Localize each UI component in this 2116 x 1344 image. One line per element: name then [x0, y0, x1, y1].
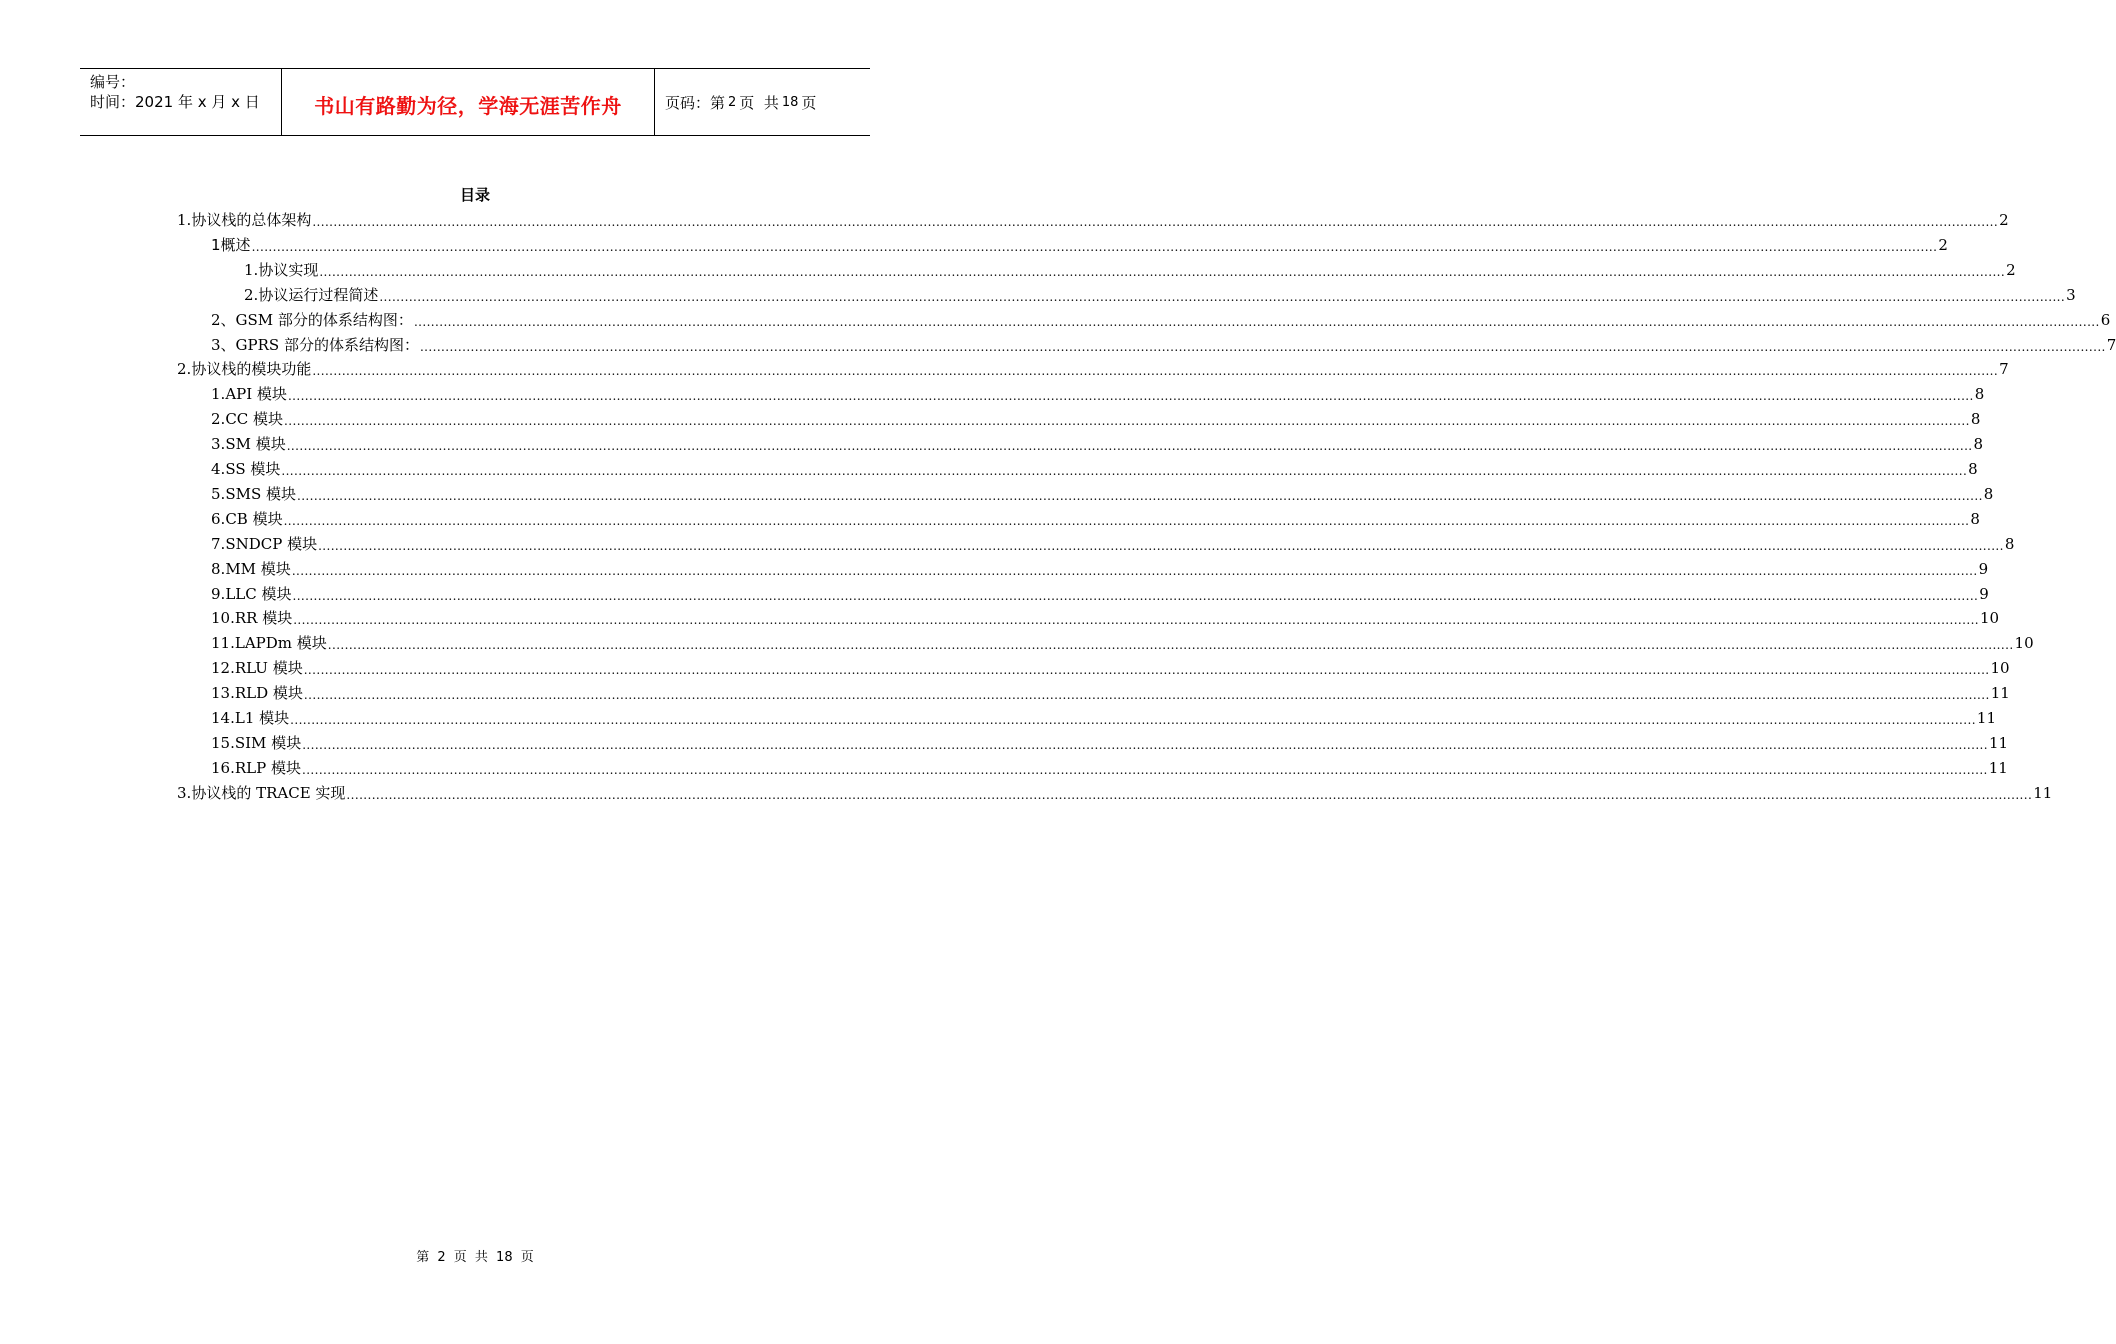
toc-entry-page: 8	[1973, 435, 1984, 454]
toc-leader-dots: ................................................................................................................................................................................................................................................................................................................................................................................................................	[251, 239, 1938, 254]
toc-entry-number: 15.	[211, 733, 235, 752]
toc-leader-dots: ................................................................................................................................................................................................................................................................................................................................................................................................................	[303, 663, 1990, 678]
toc-entry-number: 3.	[177, 783, 192, 802]
toc-entry[interactable]	[211, 382, 1985, 406]
toc-entry-page: 7	[1999, 360, 2009, 379]
time-label: 时间：2021 年 x 月 x 日	[90, 93, 260, 111]
toc-entry[interactable]	[177, 208, 2009, 232]
toc-entry-number: 10.	[211, 609, 235, 628]
toc-entry-number: 3.	[211, 435, 226, 454]
toc-leader-dots: ................................................................................................................................................................................................................................................................................................................................................................................................................	[283, 513, 1970, 528]
toc-entry-text: 协议运行过程简述	[258, 285, 379, 304]
toc-entry-text: 3、GPRS 部分的体系结构图：	[211, 335, 419, 354]
toc-entry-page: 11	[2033, 783, 2053, 802]
toc-entry-number: 13.	[211, 684, 235, 703]
toc-entry[interactable]	[211, 407, 1981, 431]
header-motto-cell	[282, 69, 655, 135]
toc-entry[interactable]	[211, 756, 2008, 780]
toc-entry-page: 8	[1970, 509, 1980, 528]
toc-entry-page: 11	[1988, 733, 2009, 752]
toc-entry-text: 协议栈的 TRACE 实现	[191, 783, 346, 802]
toc-leader-dots: ................................................................................................................................................................................................................................................................................................................................................................................................................	[293, 613, 1979, 628]
page-num: 2	[728, 94, 737, 110]
toc-entry[interactable]	[211, 606, 2000, 630]
toc-entry-page: 2	[2006, 260, 2016, 279]
toc-entry-page: 8	[1974, 385, 1985, 404]
toc-entry-number: 6.	[211, 509, 226, 528]
header-meta	[80, 69, 282, 135]
toc-entry-text: L1 模块	[234, 709, 290, 727]
toc-entry-text: SIM 模块	[234, 733, 302, 752]
toc-entry-page: 7	[2106, 335, 2116, 354]
toc-entry-page: 6	[2100, 310, 2111, 329]
toc-entry[interactable]	[211, 731, 2009, 755]
toc-entry[interactable]	[211, 457, 1978, 481]
toc-leader-dots: ................................................................................................................................................................................................................................................................................................................................................................................................................	[297, 488, 1983, 503]
toc-leader-dots: ................................................................................................................................................................................................................................................................................................................................................................................................................	[286, 439, 1973, 454]
toc-entry-number: 2.	[244, 285, 259, 304]
toc-entry[interactable]	[211, 308, 2111, 332]
toc-leader-dots: ................................................................................................................................................................................................................................................................................................................................................................................................................	[303, 688, 1990, 703]
toc-leader-dots: ................................................................................................................................................................................................................................................................................................................................................................................................................	[419, 339, 2106, 354]
toc-entry-text: 概述	[220, 235, 251, 254]
toc-entry-page: 10	[1990, 659, 2010, 678]
toc-entry-number: 1.	[244, 260, 259, 279]
toc-leader-dots: ................................................................................................................................................................................................................................................................................................................................................................................................................	[290, 713, 1976, 727]
toc-leader-dots: ................................................................................................................................................................................................................................................................................................................................................................................................................	[319, 264, 2006, 279]
toc-entry[interactable]	[211, 656, 2010, 680]
toc-entry[interactable]	[244, 258, 2016, 282]
toc-entry-text: 协议栈的总体架构	[191, 211, 312, 229]
toc-entry-text: LAPDm 模块	[234, 634, 327, 653]
toc-leader-dots: ................................................................................................................................................................................................................................................................................................................................................................................................................	[281, 464, 1968, 478]
toc-entry-number: 7.	[211, 534, 226, 553]
toc-leader-dots: ................................................................................................................................................................................................................................................................................................................................................................................................................	[413, 314, 2100, 329]
toc-entry[interactable]	[211, 706, 1997, 730]
toc-leader-dots: ................................................................................................................................................................................................................................................................................................................................................................................................................	[302, 737, 1988, 752]
toc-entry-text: SS 模块	[225, 460, 281, 478]
toc-entry-number: 4.	[211, 460, 226, 478]
toc-entry[interactable]	[211, 631, 2034, 655]
toc-entry-number: 2.	[177, 360, 192, 379]
toc-entry-text: RLP 模块	[234, 758, 301, 777]
toc-entry-page: 8	[1968, 460, 1978, 478]
toc-entry[interactable]	[211, 432, 1984, 456]
toc-entry-page: 9	[1978, 559, 1989, 578]
page-header	[80, 68, 870, 136]
toc-entry[interactable]	[211, 557, 1989, 581]
toc-leader-dots: ................................................................................................................................................................................................................................................................................................................................................................................................................	[312, 364, 1999, 379]
toc-entry-page: 8	[1970, 410, 1981, 429]
header-page-cell	[655, 69, 870, 135]
toc-entry-text: 协议实现	[258, 260, 319, 279]
toc-entry-text: SMS 模块	[225, 484, 296, 503]
toc-entry-page: 3	[2066, 285, 2076, 304]
toc-title: 目录	[459, 186, 490, 204]
page-suffix: 页	[801, 93, 817, 112]
motto: 书山有路勤为径，学海无涯苦作舟	[314, 93, 622, 118]
toc-entry[interactable]	[177, 781, 2053, 805]
toc-entry-number: 11.	[211, 634, 235, 653]
toc-entry[interactable]	[244, 283, 2076, 307]
toc-leader-dots: ................................................................................................................................................................................................................................................................................................................................................................................................................	[346, 787, 2033, 802]
toc-entry-page: 11	[1990, 684, 2010, 703]
toc-entry-text: RLU 模块	[234, 659, 303, 678]
toc-entry-text: API 模块	[225, 385, 287, 404]
toc-entry-page: 2	[1938, 235, 1948, 254]
toc-entry-page: 11	[1976, 709, 1997, 727]
page-mid: 页 共	[739, 93, 779, 112]
toc-entry-number: 5.	[211, 484, 226, 503]
toc-entry[interactable]	[211, 582, 1989, 606]
toc-entry-text: CC 模块	[225, 410, 284, 429]
toc-entry-text: MM 模块	[225, 559, 291, 578]
toc-entry[interactable]	[211, 532, 2015, 556]
code-label: 编号：	[90, 73, 136, 91]
toc-entry-number: 12.	[211, 659, 235, 678]
toc-entry[interactable]	[211, 507, 1980, 531]
toc-entry-page: 8	[1983, 484, 1994, 503]
toc-entry[interactable]	[211, 333, 2116, 357]
toc-leader-dots: ................................................................................................................................................................................................................................................................................................................................................................................................................	[327, 638, 2014, 653]
toc-entry-page: 2	[1999, 211, 2009, 229]
toc-entry-number: 8.	[211, 559, 226, 578]
toc-entry-number: 2.	[211, 410, 226, 429]
toc-entry[interactable]	[177, 357, 2009, 381]
toc-entry-page: 8	[2004, 534, 2015, 553]
toc-leader-dots: ................................................................................................................................................................................................................................................................................................................................................................................................................	[318, 538, 2004, 553]
toc-entry-text: RLD 模块	[234, 684, 303, 703]
toc-entry-number: 16.	[211, 758, 235, 777]
toc-entry-number: 1	[211, 235, 221, 254]
toc-entry-page: 11	[1988, 758, 2008, 777]
toc-entry-page: 10	[1980, 609, 2000, 628]
toc-entry[interactable]	[211, 681, 2010, 705]
toc-entry-text: 2、GSM 部分的体系结构图：	[211, 310, 413, 329]
toc-entry-number: 14.	[211, 709, 235, 727]
toc-entry-number: 1.	[211, 385, 226, 404]
page-prefix: 页码：第	[665, 93, 726, 112]
toc-leader-dots: ................................................................................................................................................................................................................................................................................................................................................................................................................	[379, 289, 2066, 304]
toc-entry-text: 协议栈的模块功能	[191, 360, 312, 379]
toc-entry-text: SNDCP 模块	[225, 534, 318, 553]
toc-leader-dots: ................................................................................................................................................................................................................................................................................................................................................................................................................	[292, 588, 1979, 603]
toc-entry[interactable]	[211, 233, 1948, 257]
toc-entry[interactable]	[211, 482, 1994, 506]
toc-leader-dots: ................................................................................................................................................................................................................................................................................................................................................................................................................	[287, 389, 1974, 404]
toc-entry-text: LLC 模块	[225, 584, 292, 603]
toc-entry-page: 9	[1979, 584, 1989, 603]
toc-entry-number: 1.	[177, 211, 192, 229]
toc-leader-dots: ................................................................................................................................................................................................................................................................................................................................................................................................................	[291, 563, 1978, 578]
page-footer: 第 2 页 共 18 页	[416, 1250, 534, 1265]
toc-entry-text: SM 模块	[225, 435, 286, 454]
toc-leader-dots: ................................................................................................................................................................................................................................................................................................................................................................................................................	[284, 414, 1970, 429]
toc-entry-text: CB 模块	[225, 509, 283, 528]
toc-leader-dots: ................................................................................................................................................................................................................................................................................................................................................................................................................	[312, 215, 1999, 229]
toc-leader-dots: ................................................................................................................................................................................................................................................................................................................................................................................................................	[301, 762, 1988, 777]
toc-entry-page: 10	[2014, 634, 2034, 653]
page-total: 18	[781, 94, 799, 110]
toc-entry-text: RR 模块	[234, 609, 293, 628]
toc-entry-number: 9.	[211, 584, 226, 603]
